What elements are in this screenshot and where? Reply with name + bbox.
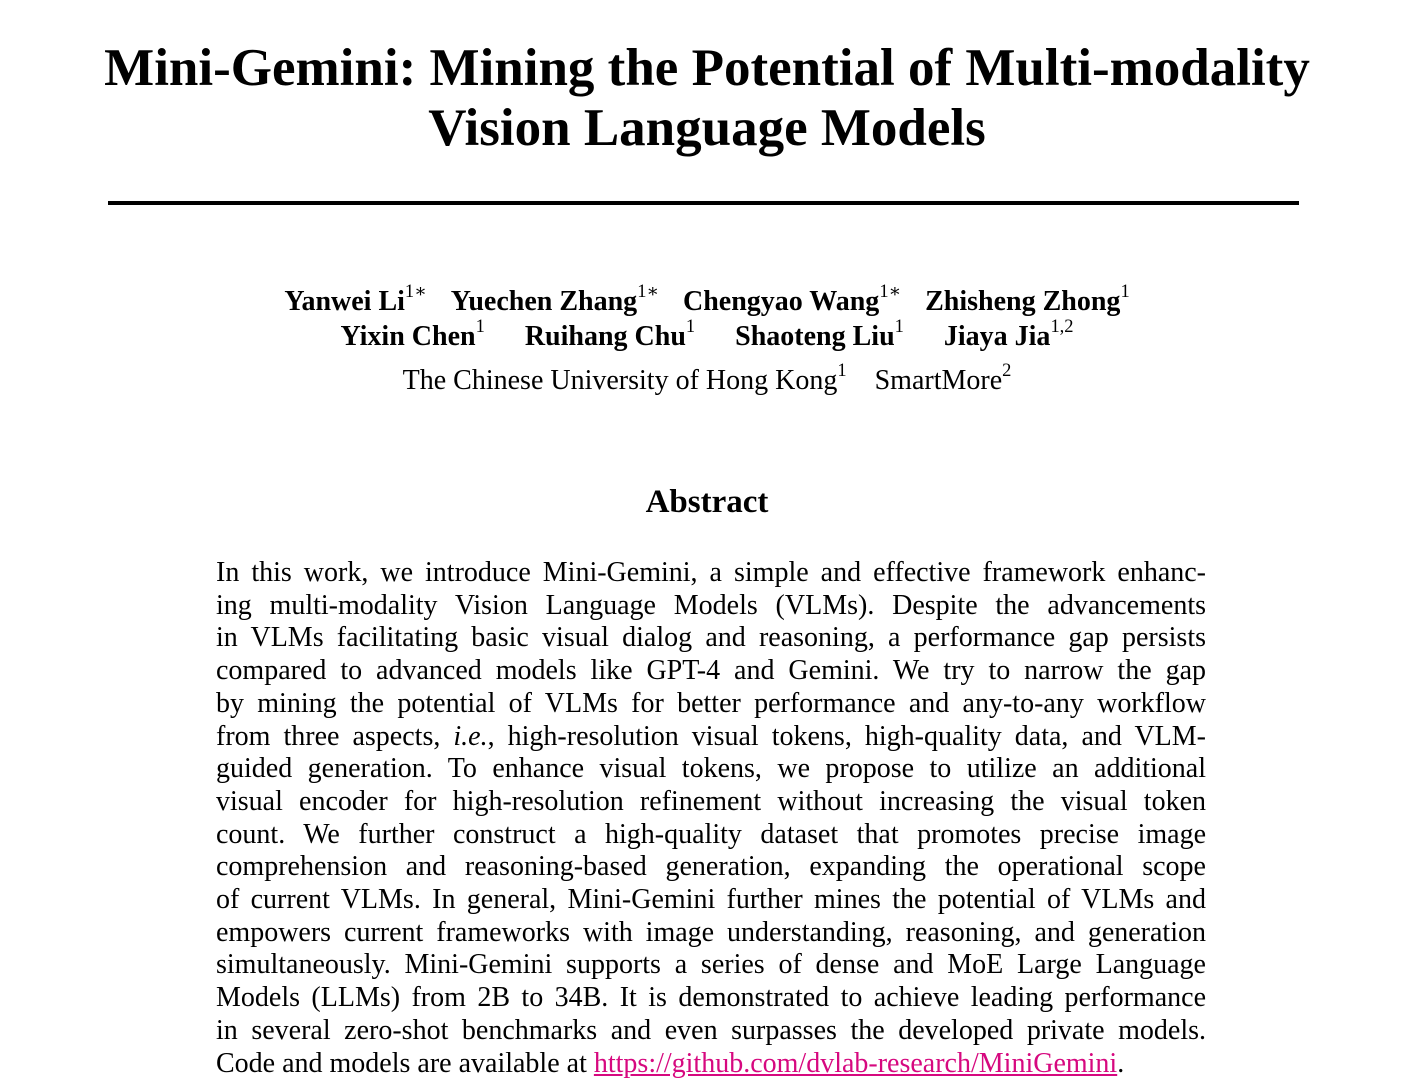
abstract-line: in VLMs facilitating basic visual dialog and reasoning, a performance gap persists (216, 622, 1206, 654)
affiliation: The Chinese University of Hong Kong$^1$ (402, 359, 847, 396)
abstract-line: visual encoder for high-resolution refinement without increasing the visual token (216, 785, 1206, 817)
paper-title (60, 38, 1354, 158)
author: Shaoteng Liu$^1$ (735, 315, 904, 352)
author: Yixin Chen$^1$ (340, 315, 485, 352)
abstract-body (216, 557, 1206, 1080)
abstract-line: of current VLMs. In general, Mini-Gemini further mines the potential of VLMs and (216, 884, 1206, 916)
abstract-line: guided generation. To enhance visual tokens, we propose to utilize an additional (216, 753, 1206, 785)
affiliation: SmartMore$^2$ (874, 359, 1012, 396)
title-line-1: Mini-Gemini: Mining the Potential of Multi-modality (104, 39, 1310, 97)
author-list (100, 280, 1314, 354)
author: Ruihang Chu$^1$ (524, 315, 696, 352)
abstract-heading: Abstract (645, 484, 769, 520)
title-divider (108, 201, 1299, 205)
abstract-line: in several zero-shot benchmarks and even surpasses the developed private models. (216, 1014, 1206, 1046)
affiliations (100, 359, 1314, 398)
author: Jiaya Jia$^{1,2}$ (943, 315, 1074, 352)
abstract-line: comprehension and reasoning-based generation, expanding the operational scope (216, 851, 1206, 883)
abstract-line: from three aspects, i.e., high-resolution visual tokens, high-quality data, and VLM- (216, 720, 1206, 752)
abstract-line: by mining the potential of VLMs for better performance and any-to-any workflow (216, 687, 1206, 719)
author-row-2 (100, 315, 1314, 354)
abstract-line: empowers current frameworks with image understanding, reasoning, and generation (216, 916, 1206, 948)
abstract-line: ing multi-modality Vision Language Models (VLMs). Despite the advancements (216, 589, 1206, 621)
abstract-line: In this work, we introduce Mini-Gemini, a simple and effective framework enhanc- (216, 557, 1206, 588)
author: Yanwei $Li^{1∗}$ (284, 280, 427, 317)
author-row-1 (100, 280, 1314, 319)
author: Yuechen Zhang$^{1∗}$ (450, 280, 659, 317)
abstract-line: Code and models are available at https://github.com/dvlab-research/MiniGemini. (216, 1047, 1125, 1079)
abstract-line: count. We further construct a high-quality dataset that promotes precise image (216, 818, 1206, 850)
github-link[interactable]: https://github.com/dvlab-research/MiniGemini (593, 1047, 1118, 1079)
author: Zhisheng Zhong$^1$ (925, 280, 1130, 317)
abstract-line: simultaneously. Mini-Gemini supports a series of dense and MoE Large Language (216, 949, 1206, 981)
ie-abbrev: i.e. (453, 720, 488, 752)
title-line-2: Vision Language Models (428, 99, 986, 157)
author: Chengyao Wang$^{1∗}$ (682, 280, 902, 317)
abstract-line: compared to advanced models like GPT-4 and Gemini. We try to narrow the gap (216, 655, 1206, 687)
abstract-line: Models (LLMs) from 2B to 34B. It is demonstrated to achieve leading performance (216, 982, 1206, 1014)
